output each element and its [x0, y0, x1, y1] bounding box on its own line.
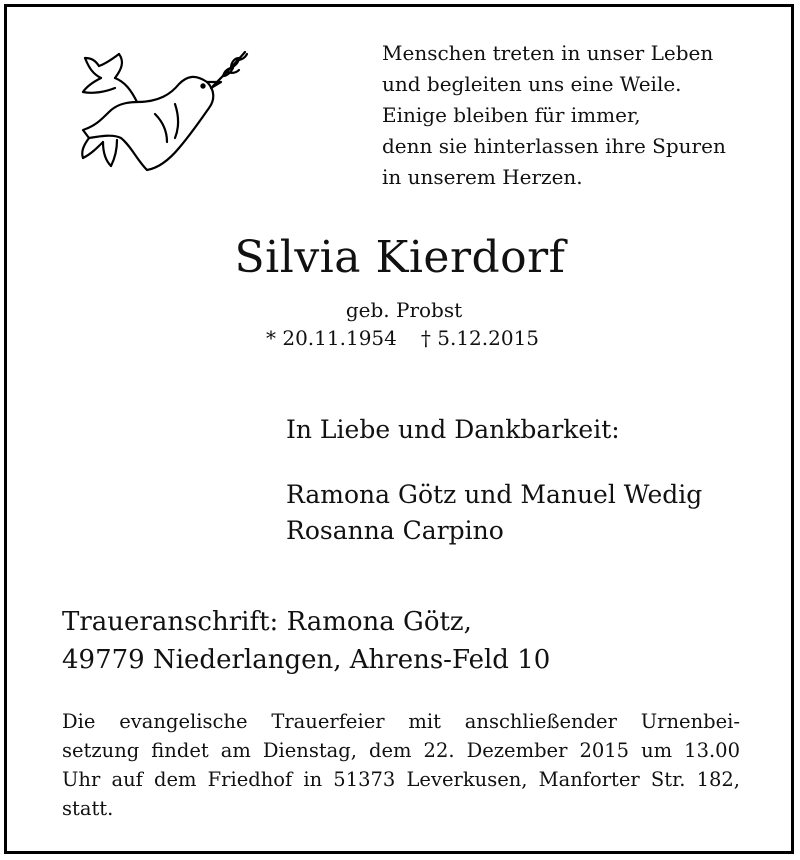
- notice-line: setzung findet am Dienstag, dem 22. Dezember 2015 um 13.00: [62, 739, 740, 762]
- birth-date: * 20.11.1954: [266, 326, 397, 350]
- funeral-notice: [62, 707, 740, 823]
- death-date: † 5.12.2015: [420, 326, 540, 350]
- address-line: 49779 Niederlangen, Ahrens-Feld 10: [62, 645, 551, 675]
- mourner: Rosanna Carpino: [286, 516, 504, 545]
- poem-line: und begleiten uns eine Weile.: [382, 72, 682, 96]
- poem-line: Einige bleiben für immer,: [382, 103, 641, 127]
- life-dates: [266, 326, 539, 350]
- address-line: Traueranschrift: Ramona Götz,: [62, 607, 472, 637]
- poem: [382, 38, 726, 193]
- notice-line: Uhr auf dem Friedhof in 51373 Leverkusen, Manforter Str. 182,: [62, 768, 740, 791]
- dove-icon: [75, 42, 250, 177]
- notice-line: Die evangelische Trauerfeier mit anschließender Urnenbei-: [62, 710, 740, 733]
- poem-line: in unserem Herzen.: [382, 165, 583, 189]
- mourning-address: [62, 603, 550, 679]
- poem-line: Menschen treten in unser Leben: [382, 41, 714, 65]
- notice-line: statt.: [62, 797, 114, 820]
- thanks-line: In Liebe und Dankbarkeit:: [286, 415, 620, 444]
- birth-name: geb. Probst: [345, 298, 463, 322]
- mourners-list: [286, 477, 702, 549]
- deceased-name: Silvia Kierdorf: [234, 232, 566, 283]
- mourner: Ramona Götz und Manuel Wedig: [286, 480, 703, 509]
- poem-line: denn sie hinterlassen ihre Spuren: [382, 134, 726, 158]
